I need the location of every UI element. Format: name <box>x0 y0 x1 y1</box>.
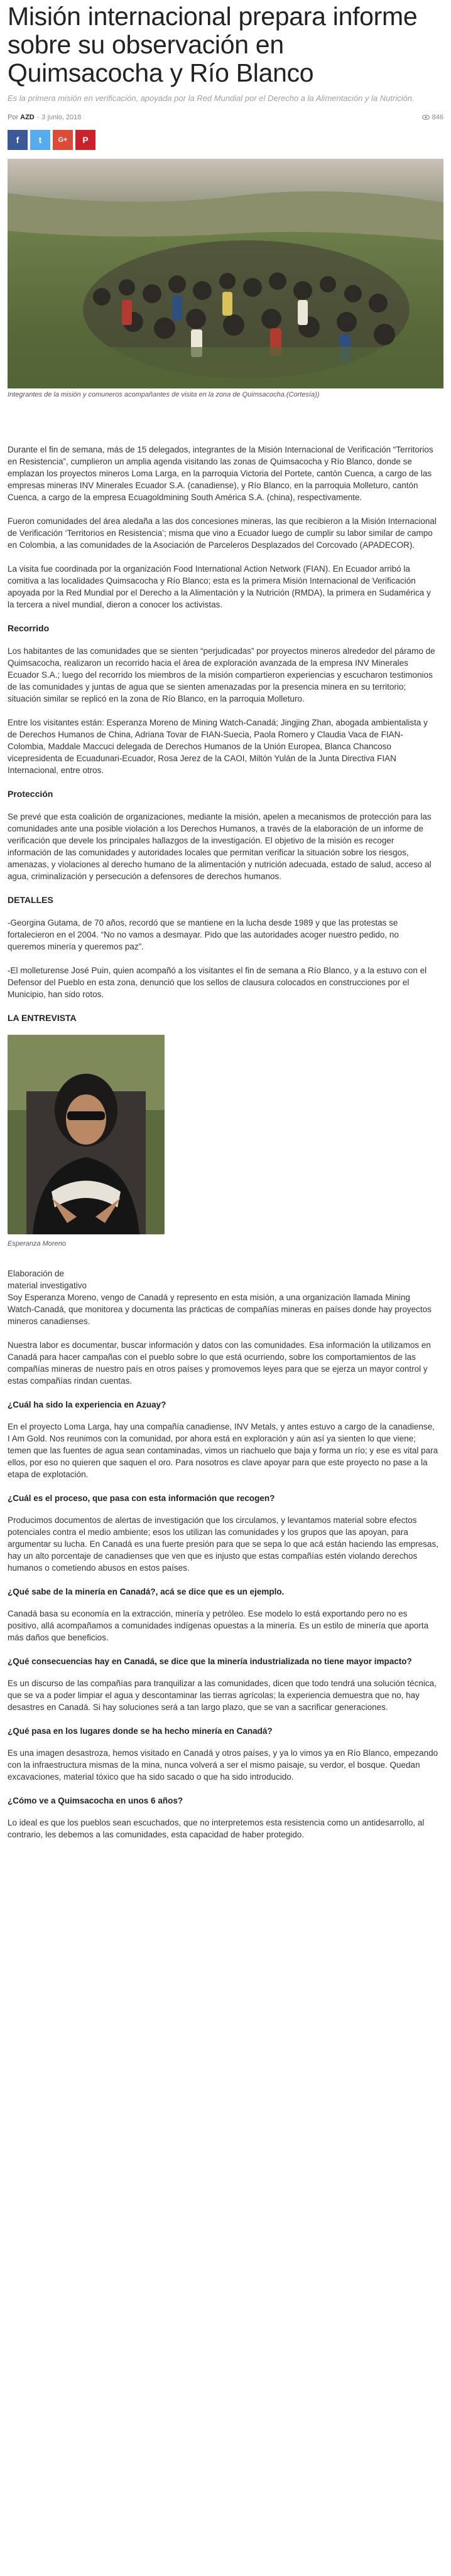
author-link[interactable]: AZD <box>20 114 35 121</box>
paragraph: Se prevé que esta coalición de organizaciones, mediante la misión, apelen a mecanismos de protección para las comunidades ante una posible violación a los Derechos Humanos, a través de la elaboración de un informe de verificación que devele los principales hallazgos de la investigación. El objetivo de la misión es recoger información de las comunidades y autoridades locales que permitan verificar la situación sobre los riesgos, amenazas, y violaciones al derecho humano de la alimentación y nutrición adecuada, estado de salud, acceso al agua, criminalización y persecución a defensores de derechos humanos. <box>8 812 432 881</box>
interview-intro-line: material investigativo <box>8 1281 87 1290</box>
paragraph: Durante el fin de semana, más de 15 delegados, integrantes de la Misión Internacional de Verificación “Territorios en Resistencia”, cumplieron un amplia agenda visitando las zonas de Quimsacocha y Río Blanco, donde se emplazan los proyectos mineros Loma Larga, en la parroquia Victoria del Portete, cantón Cuenca, a cargo de las empresas mineras INV Minerales Ecuador S.A. (canadiense), y Río Blanco, en la parroquia Molleturo, cantón Cuenca, a cargo de la empresa Ecuagoldmining South América S.A. (china), respectivamente. <box>8 445 433 502</box>
section-heading-recorrido: Recorrido <box>8 623 50 633</box>
question: ¿Cuál ha sido la experiencia en Azuay? <box>8 1400 166 1409</box>
twitter-share-button[interactable] <box>30 130 50 150</box>
interview-intro-line: Elaboración de <box>8 1269 65 1278</box>
facebook-share-button[interactable] <box>8 130 28 150</box>
section-heading-entrevista: LA ENTREVISTA <box>8 1013 77 1023</box>
view-count <box>422 114 443 121</box>
photo-crowd-illustration <box>8 159 443 388</box>
interview-photo <box>8 1035 165 1234</box>
article-date: 3 junio, 2018 <box>41 114 82 121</box>
view-count-value: 846 <box>432 114 443 121</box>
paragraph: Entre los visitantes están: Esperanza Moreno de Mining Watch-Canadá; Jingjing Zhan, abogada ambientalista y de Derechos Humanos de China, Adriana Tovar de FIAN-Suecia, Paola Romero y Claudia Vaca de FIAN-Colombia, Maddale Maccuci delegada de Derechos Humanos de la Unión Europea, Blanca Chancoso vicepresidenta de Ecuadunari-Ecuador, Rosa Jerez de la CAOI, Miltón Yulán de la Junta Directiva FIAN Internacional, entre otros. <box>8 718 428 775</box>
paragraph: -Georgina Gutama, de 70 años, recordó que se mantiene en la lucha desde 1989 y que las protestas se fortalecieron en el 2004. “No no vamos a desmayar. Pido que las autoridades acoger nuestro pedido, no queremos minería y queremos paz”. <box>8 918 399 951</box>
paragraph: Nuestra labor es documentar, buscar información y datos con las comunidades. Esa información la utilizamos en Canadá para hacer campañas con el pueblo sobre lo que está ocurriendo, sobre los comportamientos de las compañías mineras de nuestro país en otros países y promovemos leyes para que se ejerza un mayor control y estas compañías rindan cuentas. <box>8 1340 431 1386</box>
answer: Es una imagen desastroza, hemos visitado en Canadá y otros países, y ya lo vimos ya en Río Blanco, empezando con la infraestructura mismas de la mina, nunca volverá a ser el mismo paisaje, su verdor, el bosque. Quedan excavaciones, material tóxico que ha sido sacado o que ha sido introducido. <box>8 1748 438 1782</box>
interview-intro-text: Soy Esperanza Moreno, vengo de Canadá y represento en esta misión, a una organización llamada Mining Watch-Canadá, que monitorea y documenta las prácticas de compañías mineras en países donde hay proyectos mineros canadienses. <box>8 1293 432 1326</box>
paragraph: La visita fue coordinada por la organización Food International Action Network (FIAN). En Ecuador arribó la comitiva a las localidades Quimsacocha y Río Blanco; esta es la primera Misión Internacional de Verificación apoyada por la Red Mundial por el Derecho a la Alimentación y la Nutrición (RMDA), la primera en Sudamérica y la tercera a nivel mundial, dieron a conocer los activistas. <box>8 564 431 609</box>
interview-caption: Esperanza Moreno <box>8 1240 66 1248</box>
article-subtitle: Es la primera misión en verificación, apoyada por la Red Mundial por el Derecho a la Alimentación y la Nutrición. <box>8 94 415 103</box>
answer: Producimos documentos de alertas de investigación que los circulamos, y levantamos material sobre efectos potenciales contra el medio ambiente; esos los utilizan las comunidades y los grupos que las apoyan, para argumentar su lucha. En Canadá es una fuerte presión para que se sepa lo que acá están haciendo las empresas, hay un alto porcentaje de canadienses que ven que es injusto que estas compañías estén violando derechos humanos o cometiendo abusos en estos países. <box>8 1515 438 1573</box>
question: ¿Qué sabe de la minería en Canadá?, acá se dice que es un ejemplo. <box>8 1587 285 1596</box>
google-plus-share-button[interactable] <box>53 130 73 150</box>
article-body <box>8 444 438 1841</box>
question: ¿Qué consecuencias hay en Canadá, se dice que la minería industrializada no tiene mayor impacto? <box>8 1657 412 1666</box>
paragraph: -El molleturense José Puin, quien acompañó a los visitantes el fin de semana a Río Blanco, y a la estuvo con el Defensor del Pueblo en esta zona, denunció que los sellos de clausura colocados en construcciones por el Municipio, han sido rotos. <box>8 966 427 999</box>
answer: En el proyecto Loma Larga, hay una compañía canadiense, INV Metals, y antes estuvo a cargo de la canadiense, I Am Gold. Nos reunimos con la comunidad, por ahora está en exploración y aún así ya sienten lo que viene; temen que las fuentes de agua sean contaminadas, vimos un riachuelo que baja y forma un río; y ese es vital para ellos, por eso no quieren que saquen el oro. Para nosotros es clave apoyar para que este proyecto no pase a la etapa de explotación. <box>8 1422 438 1479</box>
section-heading-detalles: DETALLES <box>8 895 53 905</box>
by-label: Por <box>8 114 19 121</box>
paragraph: Los habitantes de las comunidades que se sienten “perjudicadas” por proyectos mineros alrededor del páramo de Quimsacocha, realizaron un recorrido hacia el área de exploración avanzada de la empresa INV Minerales Ecuador S.A.; luego del recorrido los miembros de la misión compartieron experiencias y escucharon testimonios de las comunidades y juntas de agua que se sienten amenazadas por la presencia minera en su territorio; situación similar se replicó en la zona de Río Blanco, en la parroquia Molleturo. <box>8 646 435 703</box>
article-title: Misión internacional prepara informe sobre su observación en Quimsacocha y Río Blanco <box>8 2 418 87</box>
portrait-illustration <box>8 1035 165 1234</box>
facebook-icon: f <box>16 135 19 145</box>
pinterest-share-button[interactable] <box>75 130 95 150</box>
answer: Es un discurso de las compañías para tranquilizar a las comunidades, dicen que todo tendrá una solución técnica, que se va a poder limpiar el agua y descontaminar las tierras agrícolas; la experiencia demuestra que no, hay desastres en Canadá. Si hay soluciones será a tan largo plazo, que se van a sacrificar generaciones. <box>8 1679 437 1712</box>
question: ¿Qué pasa en los lugares donde se ha hecho minería en Canadá? <box>8 1726 273 1736</box>
answer: Lo ideal es que los pueblos sean escuchados, que no interpretemos esta resistencia como un antidesarrollo, al contrario, les debemos a las comunidades, esta capacidad de haber protegido. <box>8 1818 425 1839</box>
article-meta: Por AZD - 3 junio, 2018 846 <box>8 114 443 121</box>
google-plus-icon: G+ <box>58 136 68 144</box>
question: ¿Cómo ve a Quimsacocha en unos 6 años? <box>8 1796 183 1805</box>
share-buttons <box>8 130 443 150</box>
photo-caption: Integrantes de la misión y comuneros acompañantes de visita en la zona de Quimsacocha.(Cortesía)) <box>8 391 320 398</box>
answer: Canadá basa su economía en la extracción, minería y petróleo. Ese modelo lo está exportando pero no es positivo, allá acompañamos a comunidades indígenas opuestas a la minería. Es un estilo de minería que aporta más daños que beneficios. <box>8 1609 429 1642</box>
twitter-icon: t <box>38 135 42 145</box>
question: ¿Cuál es el proceso, que pasa con esta información que recogen? <box>8 1494 275 1503</box>
article-photo <box>8 159 443 388</box>
eye-icon <box>422 115 430 120</box>
section-heading-proteccion: Protección <box>8 789 53 799</box>
paragraph: Fueron comunidades del área aledaña a las dos concesiones mineras, las que recibieron a la Misión Internacional de Verificación ‘Territorios en Resistencia’; misma que vino a Ecuador luego de cumplir su labor similar de campo en Colombia, a las comunidades de la Asociación de Parceleros Desplazados del Corcovado (APADECOR). <box>8 516 437 550</box>
pinterest-icon: P <box>82 135 89 145</box>
